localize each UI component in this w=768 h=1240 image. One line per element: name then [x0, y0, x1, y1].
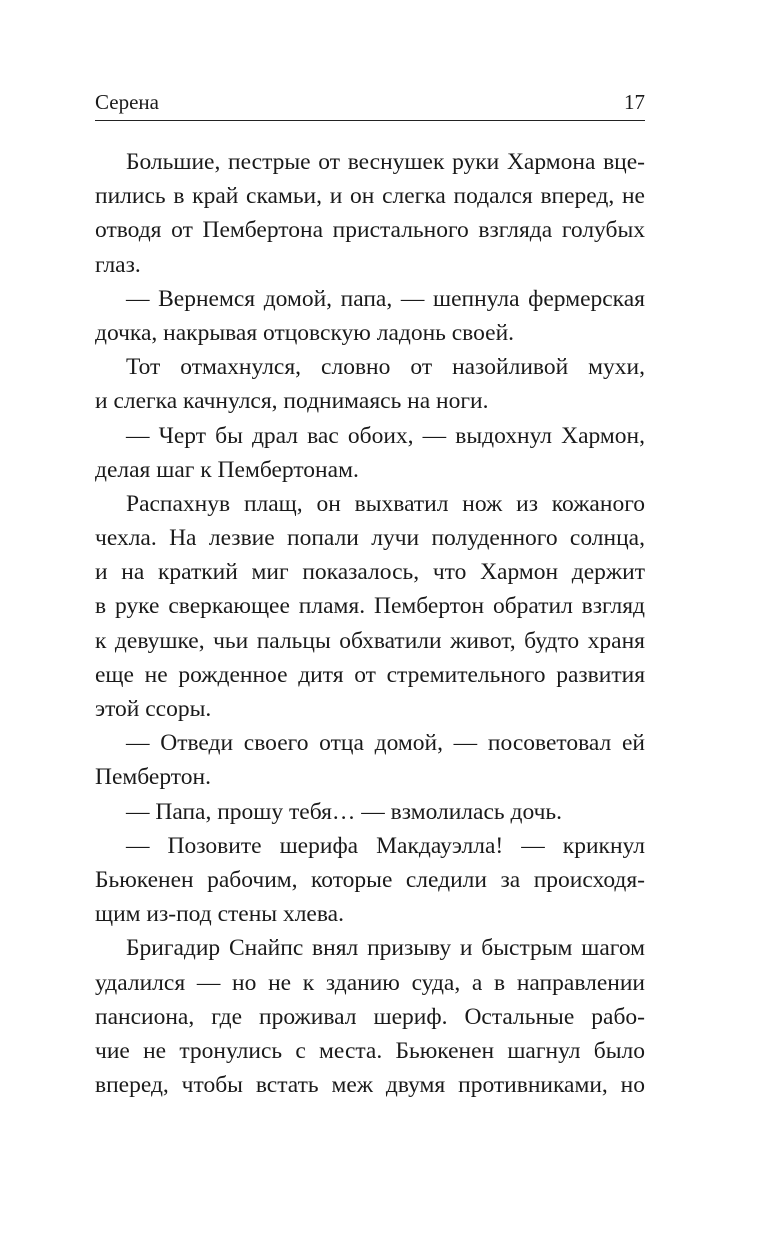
- text-line: — Вернемся домой, папа, — шепнула фермерская: [126, 285, 645, 312]
- text-line: удалился — но не к зданию суда, а в направлении: [95, 969, 645, 996]
- text-line: делая шаг к Пембертонам.: [95, 456, 359, 483]
- text-line: дочка, накрывая отцовскую ладонь своей.: [95, 319, 515, 346]
- text-line: глаз.: [95, 251, 141, 278]
- page-number: 17: [624, 90, 645, 114]
- text-line: — Позовите шерифа Макдауэлла! — крикнул: [126, 832, 645, 859]
- text-line: чехла. На лезвие попали лучи полуденного солнца,: [95, 525, 645, 552]
- text-line: Распахнув плащ, он выхватил нож из кожаного: [126, 490, 645, 517]
- text-line: Тот отмахнулся, словно от назойливой мухи,: [126, 354, 645, 381]
- text-line: этой ссоры.: [95, 696, 212, 722]
- text-line: вперед, чтобы встать меж двумя противниками, но: [95, 1072, 645, 1099]
- running-title: Серена: [95, 90, 159, 114]
- text-line: — Отведи своего отца домой, — посоветовал ей: [126, 730, 645, 757]
- text-line: Пембертон.: [95, 764, 211, 791]
- text-line: Бригадир Снайпс внял призыву и быстрым шагом: [126, 935, 645, 962]
- body-text: [95, 145, 645, 1102]
- text-line: еще не рожденное дитя от стремительного развития: [95, 661, 645, 688]
- text-line: Большие, пестрые от веснушек руки Хармона вце-: [126, 149, 645, 175]
- text-line: пились в край скамьи, и он слегка подался вперед, не: [95, 183, 645, 210]
- text-line: чие не тронулись с места. Бьюкенен шагнул было: [95, 1037, 645, 1064]
- text-line: — Папа, прошу тебя… — взмолилась дочь.: [126, 798, 563, 825]
- text-line: Бьюкенен рабочим, которые следили за происходя-: [95, 866, 645, 893]
- text-line: щим из-под стены хлева.: [95, 901, 344, 928]
- text-line: пансиона, где проживал шериф. Остальные рабо-: [95, 1003, 645, 1030]
- text-line: в руке сверкающее пламя. Пембертон обратил взгляд: [95, 593, 645, 620]
- text-line: — Черт бы драл вас обоих, — выдохнул Хармон,: [126, 422, 645, 449]
- text-line: отводя от Пембертона пристального взгляда голубых: [95, 217, 645, 244]
- text-line: и слегка качнулся, поднимаясь на ноги.: [95, 388, 489, 415]
- text-line: к девушке, чьи пальцы обхватили живот, будто храня: [95, 627, 645, 654]
- text-line: и на краткий миг показалось, что Хармон держит: [95, 559, 645, 586]
- running-header: [95, 86, 645, 121]
